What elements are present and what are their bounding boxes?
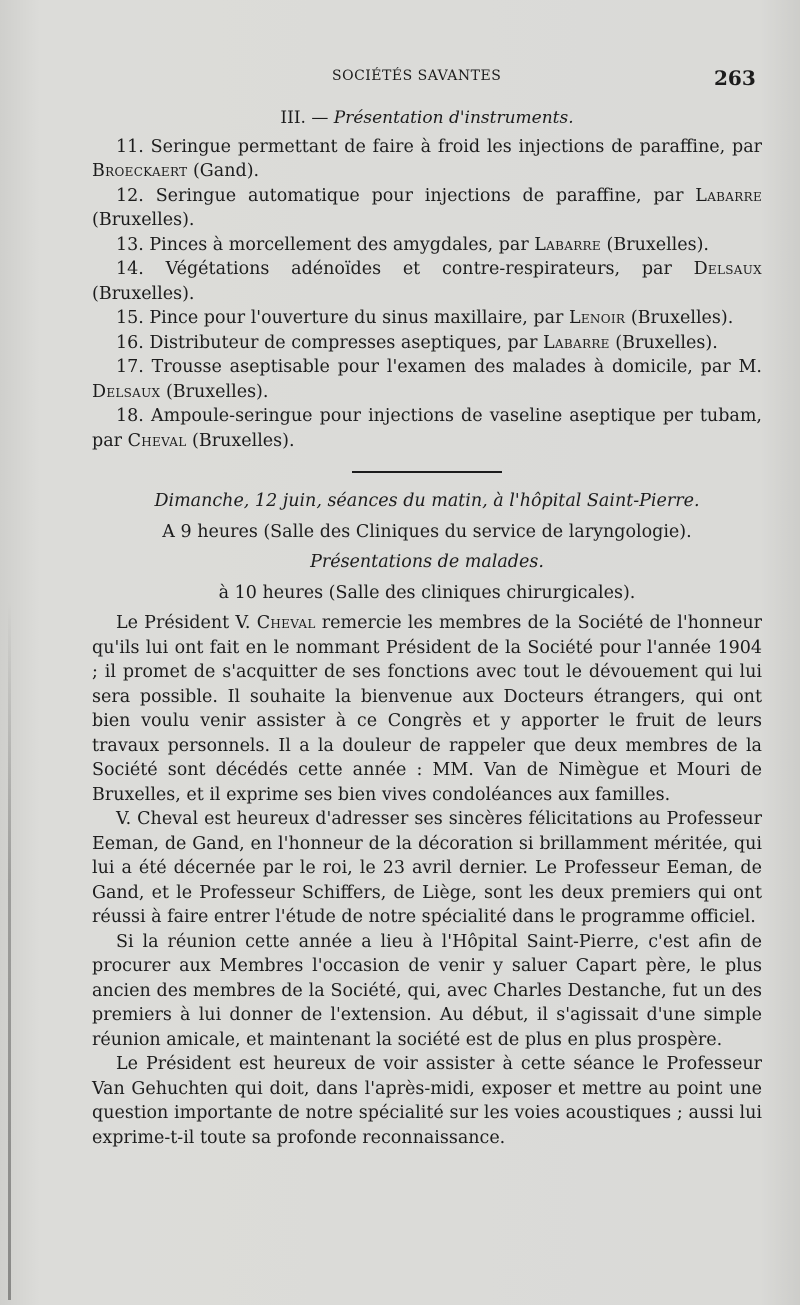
paragraph: Le Président est heureux de voir assister à cette séance le Professeur Van Gehuchten qui doit, dans l'après-midi, exposer et mettre au point une question importante de notre spécialité sur les voies acoustiques ; aussi lui exprime-t-il toute sa profonde reconnaissance. <box>92 1054 762 1148</box>
page-header <box>0 66 800 94</box>
item-text: Pinces à morcellement des amygdales, par <box>143 234 535 255</box>
item-place: (Bruxelles). <box>92 210 195 230</box>
item-text: Seringue automatique pour injections de paraffine, par <box>143 185 696 206</box>
item-place: (Bruxelles). <box>92 283 195 304</box>
list-item <box>92 184 762 233</box>
paragraph: V. Cheval est heureux d'adresser ses sincères félicitations au Professeur Eeman, de Gand, en l'honneur de la décoration si brillamment méritée, qui lui a été décernée par le roi, le 23 avril dernier. Le Professeur Eeman, de Gand, et le Professeur Schiffers, de Liège, sont les deux premiers qui ont réussi à faire entrer l'étude de notre spécialité dans le programme officiel. <box>92 809 762 927</box>
item-number: 12. <box>116 185 144 206</box>
item-number: 13. <box>116 234 144 255</box>
author-name: Broeckaert <box>92 161 188 181</box>
list-item <box>92 257 762 306</box>
paragraph-text: Le Président V. <box>116 613 257 633</box>
item-place: (Bruxelles). <box>609 332 718 353</box>
section-divider <box>352 471 502 473</box>
paragraph <box>92 611 762 807</box>
section-title <box>92 106 762 131</box>
item-text: Pince pour l'ouverture du sinus maxillaire, par <box>143 308 569 328</box>
running-title: SOCIÉTÉS SAVANTES <box>332 68 502 84</box>
item-place: (Gand). <box>187 161 260 181</box>
item-text: Végétations adénoïdes et contre-respirateurs, par <box>143 259 694 279</box>
session-line: A 9 heures (Salle des Cliniques du service de laryngologie). <box>162 521 692 542</box>
item-text: Distributeur de compresses aseptiques, par <box>143 332 544 353</box>
item-text: Trousse aseptisable pour l'examen des malades à domicile, par M. <box>143 357 762 377</box>
paragraph: Si la réunion cette année a lieu à l'Hôpital Saint-Pierre, c'est afin de procurer aux Membres l'occasion de venir y saluer Capart père, le plus ancien des membres de la Société, qui, avec Charles Destanche, fut un des premiers à lui donner de l'extension. Au début, il s'agissait d'une simple réunion amicale, et maintenant la société est de plus en plus prospère. <box>92 931 762 1050</box>
item-number: 17. <box>116 357 144 377</box>
item-place: (Bruxelles). <box>160 381 269 402</box>
list-item <box>92 135 762 184</box>
author-name: Labarre <box>543 332 610 353</box>
item-text: Seringue permettant de faire à froid les injections de paraffine, par <box>143 136 762 157</box>
paragraph-text: remercie les membres de la Société de l'honneur qu'ils lui ont fait en le nommant Président de la Société pour l'année 1904 ; il promet de s'acquitter de ses fonctions avec tout le dévouement qui lui sera possible. Il souhaite la bienvenue aux Docteurs étrangers, qui ont bien voulu venir assister à ce Congrès et y apporter le fruit de leurs travaux personnels. Il a la douleur de rappeler que deux membres de la Société sont décédés cette année : MM. Van de Nimègue et Mouri de Bruxelles, et il exprime ses bien vives condoléances aux familles. <box>92 613 762 805</box>
list-item <box>92 331 762 356</box>
session-heading: Dimanche, 12 juin, séances du matin, à l'hôpital Saint-Pierre. <box>154 491 700 511</box>
author-name: Delsaux <box>92 381 161 402</box>
author-name: Delsaux <box>693 259 762 279</box>
list-item <box>92 233 762 258</box>
item-number: 14. <box>116 259 144 279</box>
page-number: 263 <box>714 66 756 90</box>
scan-margin-shadow <box>8 600 11 1300</box>
item-number: 18. <box>116 406 144 426</box>
page-body <box>92 106 762 1150</box>
item-number: 15. <box>116 308 144 328</box>
item-place: (Bruxelles). <box>625 308 734 328</box>
item-place: (Bruxelles). <box>600 234 709 255</box>
list-item <box>92 355 762 404</box>
item-text: Ampoule-seringue pour injections de vaseline aseptique per tubam, par <box>92 406 762 451</box>
section-title-text: Présentation d'instruments. <box>333 108 574 128</box>
session-subheading: Présentations de malades. <box>310 552 544 572</box>
author-name: Cheval <box>127 430 187 451</box>
list-item <box>92 306 762 331</box>
item-number: 16. <box>116 332 144 353</box>
section-number: III. — <box>280 108 329 128</box>
instrument-list <box>92 135 762 454</box>
item-place: (Bruxelles). <box>186 430 295 451</box>
item-number: 11. <box>116 136 144 157</box>
author-name: Labarre <box>695 185 762 206</box>
list-item <box>92 404 762 453</box>
session-line: à 10 heures (Salle des cliniques chirurgicales). <box>218 582 636 603</box>
author-name: Labarre <box>534 234 601 255</box>
author-name: Cheval <box>256 613 316 633</box>
author-name: Lenoir <box>568 308 626 328</box>
